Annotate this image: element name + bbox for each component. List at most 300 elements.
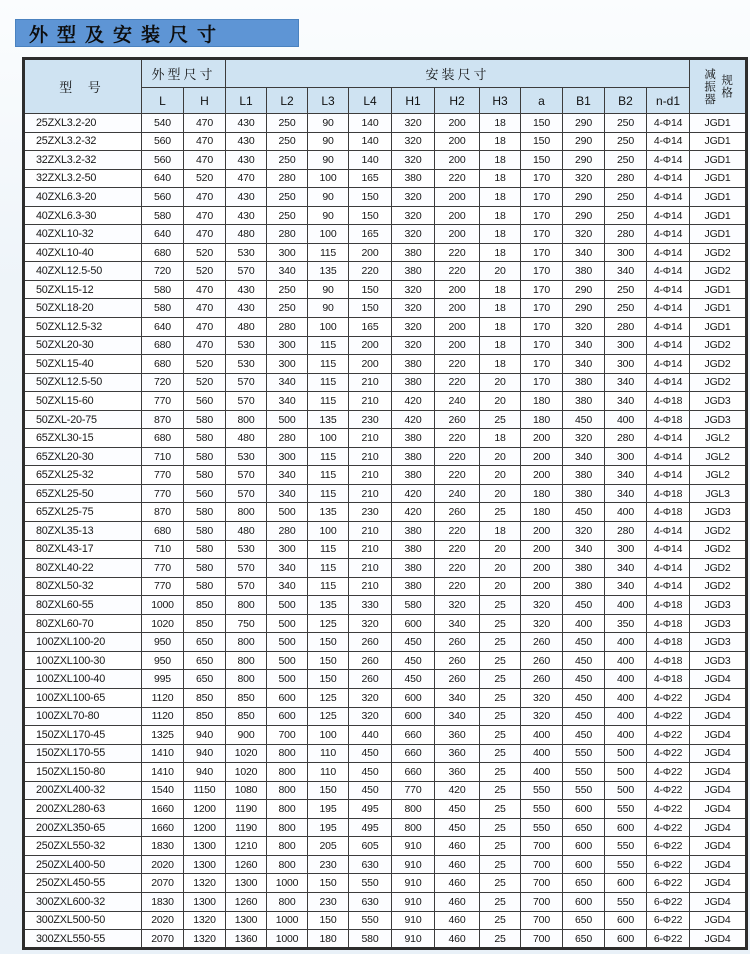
value-cell: 1190: [226, 800, 267, 819]
value-cell: 800: [226, 410, 267, 429]
value-cell: 340: [435, 614, 480, 633]
value-cell: 250: [267, 299, 308, 318]
value-cell: 320: [392, 188, 435, 207]
value-cell: 400: [521, 744, 563, 763]
value-cell: 135: [308, 503, 349, 522]
value-cell: 200: [435, 225, 480, 244]
value-cell: 770: [142, 392, 184, 411]
table-row: [24, 336, 747, 355]
value-cell: 220: [435, 466, 480, 485]
value-cell: 500: [267, 410, 308, 429]
value-cell: 25: [480, 874, 521, 893]
table-row: [24, 781, 747, 800]
value-cell: 340: [267, 466, 308, 485]
value-cell: 850: [184, 596, 226, 615]
value-cell: 680: [142, 429, 184, 448]
value-cell: 200: [435, 280, 480, 299]
value-cell: 2070: [142, 874, 184, 893]
value-cell: 4-Φ18: [647, 614, 690, 633]
value-cell: 650: [184, 670, 226, 689]
value-cell: 1660: [142, 800, 184, 819]
model-cell: 100ZXL100-20: [24, 633, 142, 652]
value-cell: JGD4: [690, 911, 747, 930]
value-cell: 700: [521, 892, 563, 911]
value-cell: 420: [392, 503, 435, 522]
value-cell: 100: [308, 522, 349, 541]
value-cell: 500: [267, 651, 308, 670]
value-cell: 6-Φ22: [647, 837, 690, 856]
value-cell: 420: [392, 410, 435, 429]
value-cell: 660: [392, 744, 435, 763]
table-body: [24, 114, 747, 949]
value-cell: 170: [521, 336, 563, 355]
value-cell: 240: [435, 392, 480, 411]
value-cell: 18: [480, 299, 521, 318]
value-cell: 400: [521, 763, 563, 782]
value-cell: 150: [521, 132, 563, 151]
value-cell: 1000: [142, 596, 184, 615]
value-cell: JGD1: [690, 318, 747, 337]
value-cell: 300: [605, 336, 647, 355]
value-cell: 290: [563, 132, 605, 151]
model-cell: 40ZXL6.3-20: [24, 188, 142, 207]
value-cell: 520: [184, 243, 226, 262]
value-cell: 4-Φ14: [647, 336, 690, 355]
value-cell: 25: [480, 670, 521, 689]
value-cell: JGD1: [690, 114, 747, 133]
value-cell: 470: [184, 299, 226, 318]
value-cell: 450: [392, 651, 435, 670]
value-cell: 90: [308, 188, 349, 207]
model-cell: 40ZXL12.5-50: [24, 262, 142, 281]
value-cell: 1020: [226, 744, 267, 763]
value-cell: 250: [605, 299, 647, 318]
table-row: [24, 188, 747, 207]
value-cell: 340: [605, 373, 647, 392]
value-cell: 320: [392, 336, 435, 355]
value-cell: 320: [392, 280, 435, 299]
value-cell: JGD3: [690, 410, 747, 429]
value-cell: 25: [480, 800, 521, 819]
value-cell: 600: [563, 855, 605, 874]
value-cell: 750: [226, 614, 267, 633]
value-cell: 220: [435, 373, 480, 392]
value-cell: 380: [392, 577, 435, 596]
value-cell: 460: [435, 892, 480, 911]
model-cell: 50ZXL18-20: [24, 299, 142, 318]
value-cell: 380: [563, 392, 605, 411]
table-row: [24, 707, 747, 726]
value-cell: 580: [142, 206, 184, 225]
value-cell: 630: [349, 892, 392, 911]
value-cell: 720: [142, 262, 184, 281]
value-cell: 580: [392, 596, 435, 615]
col-header-L: L: [142, 88, 184, 114]
value-cell: 320: [349, 707, 392, 726]
value-cell: 950: [142, 651, 184, 670]
table-row: [24, 818, 747, 837]
table-row: [24, 744, 747, 763]
value-cell: 4-Φ14: [647, 447, 690, 466]
value-cell: 450: [392, 670, 435, 689]
value-cell: 560: [142, 132, 184, 151]
table-header: [24, 59, 747, 114]
value-cell: 300: [605, 540, 647, 559]
value-cell: 4-Φ14: [647, 355, 690, 374]
value-cell: 600: [392, 614, 435, 633]
value-cell: 630: [349, 855, 392, 874]
value-cell: 25: [480, 707, 521, 726]
value-cell: JGD2: [690, 243, 747, 262]
value-cell: 4-Φ14: [647, 206, 690, 225]
value-cell: 400: [605, 707, 647, 726]
value-cell: 600: [563, 837, 605, 856]
value-cell: 1360: [226, 930, 267, 949]
value-cell: 220: [435, 429, 480, 448]
value-cell: 300: [267, 243, 308, 262]
value-cell: 260: [521, 633, 563, 652]
section-title-bar: [15, 19, 299, 47]
table-row: [24, 484, 747, 503]
value-cell: 600: [605, 911, 647, 930]
value-cell: 260: [435, 670, 480, 689]
value-cell: 580: [184, 410, 226, 429]
value-cell: 320: [563, 169, 605, 188]
value-cell: 200: [435, 318, 480, 337]
model-cell: 100ZXL100-40: [24, 670, 142, 689]
value-cell: 470: [184, 318, 226, 337]
value-cell: 470: [184, 336, 226, 355]
value-cell: 280: [605, 429, 647, 448]
value-cell: 150: [521, 151, 563, 170]
value-cell: JGD2: [690, 262, 747, 281]
value-cell: 25: [480, 855, 521, 874]
value-cell: 940: [184, 744, 226, 763]
value-cell: 450: [563, 410, 605, 429]
value-cell: 4-Φ14: [647, 577, 690, 596]
value-cell: 18: [480, 206, 521, 225]
value-cell: 230: [349, 503, 392, 522]
table-row: [24, 373, 747, 392]
col-header-H3: H3: [480, 88, 521, 114]
value-cell: 4-Φ14: [647, 188, 690, 207]
value-cell: JGD1: [690, 225, 747, 244]
value-cell: 4-Φ18: [647, 392, 690, 411]
value-cell: 605: [349, 837, 392, 856]
col-header-H1: H1: [392, 88, 435, 114]
value-cell: 4-Φ14: [647, 243, 690, 262]
value-cell: 290: [563, 206, 605, 225]
value-cell: 480: [226, 225, 267, 244]
value-cell: 320: [392, 114, 435, 133]
table-row: [24, 318, 747, 337]
value-cell: 340: [605, 577, 647, 596]
value-cell: 200: [521, 466, 563, 485]
value-cell: 440: [349, 726, 392, 745]
value-cell: 250: [267, 188, 308, 207]
value-cell: 210: [349, 429, 392, 448]
table-row: [24, 670, 747, 689]
value-cell: 800: [392, 818, 435, 837]
col-header-H2: H2: [435, 88, 480, 114]
value-cell: 380: [392, 447, 435, 466]
model-cell: 300ZXL500-50: [24, 911, 142, 930]
value-cell: 500: [267, 614, 308, 633]
value-cell: 910: [392, 837, 435, 856]
model-cell: 250ZXL450-55: [24, 874, 142, 893]
value-cell: 4-Φ18: [647, 670, 690, 689]
value-cell: 4-Φ18: [647, 503, 690, 522]
value-cell: 450: [563, 670, 605, 689]
value-cell: 770: [142, 484, 184, 503]
value-cell: 800: [226, 651, 267, 670]
value-cell: 800: [267, 892, 308, 911]
value-cell: 6-Φ22: [647, 892, 690, 911]
value-cell: 290: [563, 299, 605, 318]
value-cell: 450: [563, 503, 605, 522]
value-cell: 380: [392, 540, 435, 559]
value-cell: 530: [226, 355, 267, 374]
model-cell: 80ZXL60-70: [24, 614, 142, 633]
table-row: [24, 726, 747, 745]
value-cell: 320: [563, 522, 605, 541]
value-cell: 18: [480, 225, 521, 244]
value-cell: 1300: [226, 911, 267, 930]
value-cell: 150: [349, 299, 392, 318]
damper-label: 减振器: [703, 67, 716, 106]
value-cell: 340: [267, 577, 308, 596]
value-cell: 4-Φ14: [647, 373, 690, 392]
value-cell: 430: [226, 299, 267, 318]
value-cell: 250: [605, 280, 647, 299]
value-cell: 580: [184, 577, 226, 596]
model-cell: 32ZXL3.2-32: [24, 151, 142, 170]
value-cell: 25: [480, 763, 521, 782]
value-cell: 480: [226, 318, 267, 337]
col-header-H: H: [184, 88, 226, 114]
value-cell: 650: [563, 874, 605, 893]
value-cell: JGD3: [690, 392, 747, 411]
value-cell: 360: [435, 726, 480, 745]
value-cell: 700: [521, 837, 563, 856]
value-cell: 580: [184, 447, 226, 466]
value-cell: 200: [435, 336, 480, 355]
value-cell: JGD4: [690, 930, 747, 949]
value-cell: 450: [349, 763, 392, 782]
value-cell: 210: [349, 466, 392, 485]
value-cell: 180: [521, 392, 563, 411]
value-cell: 200: [521, 429, 563, 448]
value-cell: 1300: [184, 855, 226, 874]
value-cell: 480: [226, 429, 267, 448]
outline-group-label: 外型尺寸: [151, 66, 216, 82]
value-cell: 4-Φ14: [647, 559, 690, 578]
value-cell: 4-Φ14: [647, 262, 690, 281]
model-cell: 150ZXL170-45: [24, 726, 142, 745]
value-cell: 250: [605, 132, 647, 151]
value-cell: 200: [435, 114, 480, 133]
value-cell: 640: [142, 225, 184, 244]
value-cell: 90: [308, 206, 349, 225]
value-cell: 1300: [184, 892, 226, 911]
value-cell: 380: [392, 262, 435, 281]
value-cell: 200: [521, 522, 563, 541]
value-cell: 380: [392, 243, 435, 262]
value-cell: 570: [226, 262, 267, 281]
table-row: [24, 911, 747, 930]
value-cell: 4-Φ14: [647, 540, 690, 559]
value-cell: 4-Φ22: [647, 688, 690, 707]
value-cell: 560: [184, 392, 226, 411]
col-header-L2: L2: [267, 88, 308, 114]
value-cell: 450: [392, 633, 435, 652]
value-cell: 500: [605, 763, 647, 782]
value-cell: JGL2: [690, 429, 747, 448]
value-cell: 870: [142, 410, 184, 429]
value-cell: 550: [605, 855, 647, 874]
value-cell: 180: [521, 410, 563, 429]
value-cell: 4-Φ14: [647, 429, 690, 448]
value-cell: 170: [521, 188, 563, 207]
value-cell: 450: [563, 633, 605, 652]
value-cell: 340: [563, 540, 605, 559]
value-cell: 1190: [226, 818, 267, 837]
value-cell: 450: [563, 651, 605, 670]
model-cell: 80ZXL43-17: [24, 540, 142, 559]
damper-spec-label: [690, 68, 745, 106]
model-cell: 40ZXL10-32: [24, 225, 142, 244]
value-cell: 220: [435, 355, 480, 374]
value-cell: 195: [308, 818, 349, 837]
value-cell: 220: [435, 540, 480, 559]
value-cell: 470: [184, 206, 226, 225]
value-cell: 580: [142, 299, 184, 318]
model-cell: 50ZXL15-60: [24, 392, 142, 411]
value-cell: 18: [480, 169, 521, 188]
model-cell: 65ZXL20-30: [24, 447, 142, 466]
value-cell: JGD1: [690, 299, 747, 318]
value-cell: 570: [226, 466, 267, 485]
value-cell: 580: [184, 466, 226, 485]
value-cell: 260: [349, 651, 392, 670]
value-cell: 1830: [142, 892, 184, 911]
value-cell: 720: [142, 373, 184, 392]
value-cell: 230: [308, 855, 349, 874]
value-cell: 520: [184, 373, 226, 392]
value-cell: 90: [308, 151, 349, 170]
value-cell: 125: [308, 614, 349, 633]
value-cell: 200: [435, 188, 480, 207]
value-cell: 910: [392, 892, 435, 911]
value-cell: 110: [308, 763, 349, 782]
value-cell: 910: [392, 874, 435, 893]
value-cell: 850: [184, 707, 226, 726]
value-cell: 520: [184, 262, 226, 281]
model-cell: 80ZXL40-22: [24, 559, 142, 578]
spec-label: 规格: [720, 74, 733, 99]
value-cell: 340: [563, 355, 605, 374]
value-cell: 450: [435, 818, 480, 837]
value-cell: 170: [521, 225, 563, 244]
table-row: [24, 429, 747, 448]
value-cell: 400: [605, 670, 647, 689]
value-cell: JGD1: [690, 169, 747, 188]
value-cell: 380: [392, 522, 435, 541]
value-cell: 18: [480, 188, 521, 207]
value-cell: 340: [267, 392, 308, 411]
value-cell: 550: [521, 781, 563, 800]
value-cell: 250: [267, 132, 308, 151]
table-row: [24, 614, 747, 633]
value-cell: 4-Φ14: [647, 114, 690, 133]
value-cell: 640: [142, 169, 184, 188]
value-cell: 770: [142, 559, 184, 578]
col-group-outline-dims: [142, 59, 226, 88]
value-cell: 380: [563, 262, 605, 281]
table-row: [24, 355, 747, 374]
value-cell: 430: [226, 151, 267, 170]
model-cell: 150ZXL150-80: [24, 763, 142, 782]
value-cell: 210: [349, 447, 392, 466]
value-cell: 4-Φ14: [647, 466, 690, 485]
value-cell: 150: [308, 633, 349, 652]
value-cell: 550: [563, 763, 605, 782]
value-cell: 320: [521, 688, 563, 707]
value-cell: JGD2: [690, 522, 747, 541]
value-cell: 4-Φ22: [647, 800, 690, 819]
value-cell: 340: [605, 484, 647, 503]
value-cell: 770: [142, 577, 184, 596]
value-cell: 800: [267, 818, 308, 837]
value-cell: 205: [308, 837, 349, 856]
value-cell: 200: [349, 243, 392, 262]
table-row: [24, 559, 747, 578]
value-cell: 800: [267, 837, 308, 856]
value-cell: 20: [480, 262, 521, 281]
value-cell: 550: [521, 800, 563, 819]
value-cell: 280: [605, 225, 647, 244]
value-cell: 300: [605, 447, 647, 466]
value-cell: 940: [184, 763, 226, 782]
value-cell: 210: [349, 373, 392, 392]
value-cell: 6-Φ22: [647, 874, 690, 893]
value-cell: 18: [480, 243, 521, 262]
value-cell: 150: [308, 670, 349, 689]
model-cell: 50ZXL-20-75: [24, 410, 142, 429]
value-cell: 650: [563, 818, 605, 837]
value-cell: 115: [308, 577, 349, 596]
value-cell: 800: [267, 800, 308, 819]
value-cell: 4-Φ14: [647, 299, 690, 318]
value-cell: 18: [480, 151, 521, 170]
value-cell: 480: [226, 522, 267, 541]
value-cell: 280: [267, 522, 308, 541]
value-cell: 115: [308, 540, 349, 559]
value-cell: JGD2: [690, 373, 747, 392]
value-cell: 20: [480, 540, 521, 559]
value-cell: 300: [267, 355, 308, 374]
value-cell: 850: [184, 688, 226, 707]
value-cell: 260: [435, 633, 480, 652]
value-cell: 380: [392, 355, 435, 374]
value-cell: 680: [142, 243, 184, 262]
value-cell: 260: [521, 651, 563, 670]
value-cell: 380: [392, 429, 435, 448]
value-cell: 400: [605, 596, 647, 615]
value-cell: 650: [184, 651, 226, 670]
value-cell: 320: [392, 151, 435, 170]
install-group-label: 安装尺寸: [425, 66, 490, 82]
